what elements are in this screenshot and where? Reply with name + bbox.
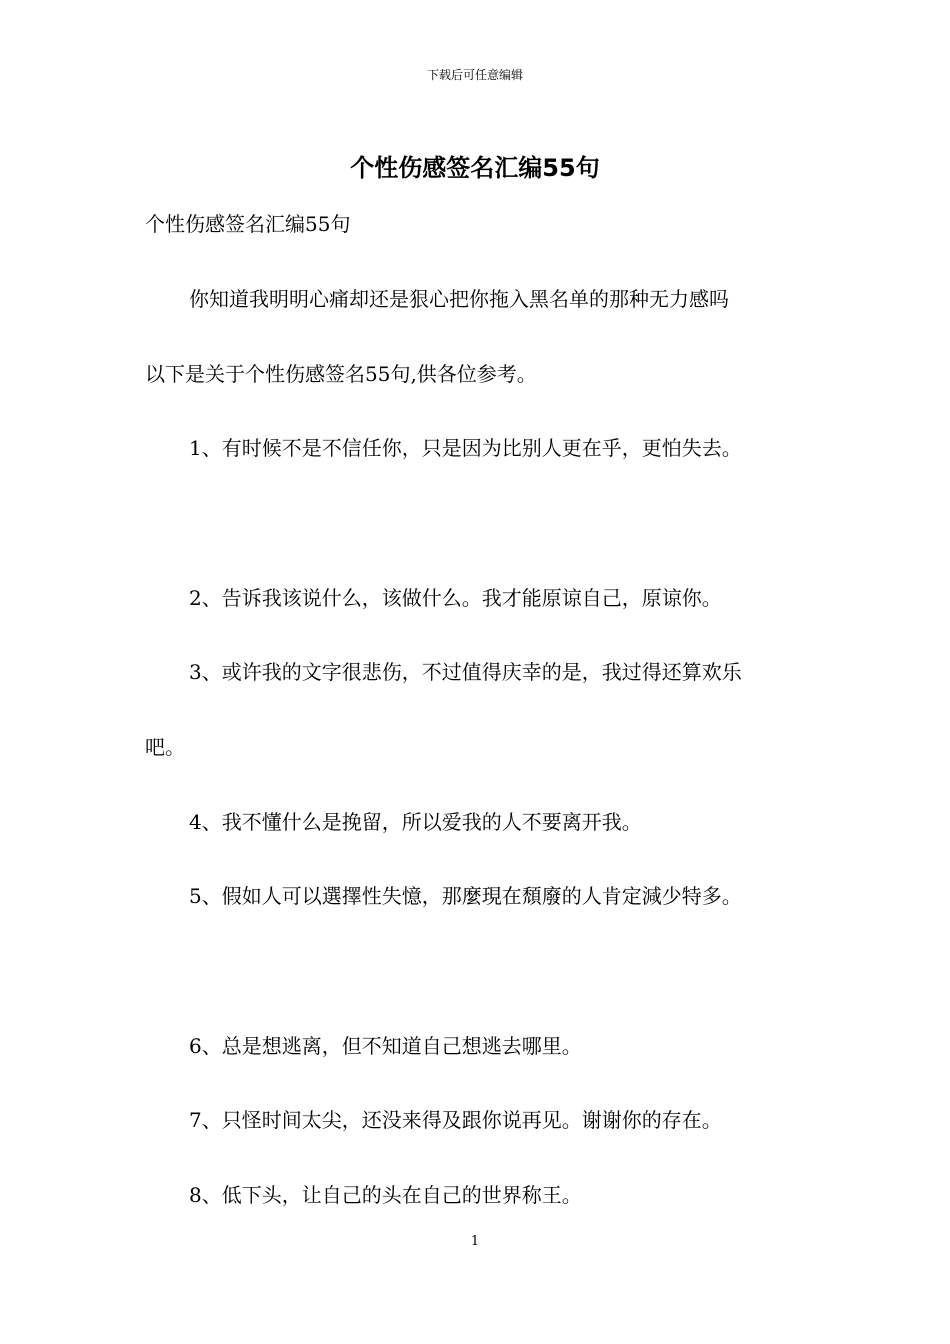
list-item: 5、假如人可以選擇性失憶，那麼現在頹廢的人肯定減少特多。: [189, 884, 742, 908]
list-item: 8、低下头，让自己的头在自己的世界称王。: [189, 1183, 582, 1207]
list-item: 4、我不懂什么是挽留，所以爱我的人不要离开我。: [189, 810, 642, 834]
page-number: 1: [470, 1234, 480, 1249]
page-header-note: 下载后可任意编辑: [426, 68, 523, 82]
document-title: 个性伤感签名汇编55句: [350, 154, 600, 182]
intro-paragraph-line: 你知道我明明心痛却还是狠心把你拖入黑名单的那种无力感吗: [189, 287, 729, 311]
list-item-continuation: 吧。: [145, 735, 185, 759]
list-item: 1、有时候不是不信任你，只是因为比别人更在乎，更怕失去。: [189, 436, 742, 460]
list-item: 6、总是想逃离，但不知道自己想逃去哪里。: [189, 1034, 582, 1058]
list-item: 7、只怪时间太尖，还没来得及跟你说再见。谢谢你的存在。: [189, 1108, 722, 1132]
list-item: 2、告诉我该说什么，该做什么。我才能原谅自己，原谅你。: [189, 586, 722, 610]
intro-paragraph-line: 以下是关于个性伤感签名55句,供各位参考。: [145, 362, 537, 386]
subtitle-line: 个性伤感签名汇编55句: [145, 212, 351, 236]
list-item: 3、或许我的文字很悲伤，不过值得庆幸的是，我过得还算欢乐: [189, 660, 742, 684]
